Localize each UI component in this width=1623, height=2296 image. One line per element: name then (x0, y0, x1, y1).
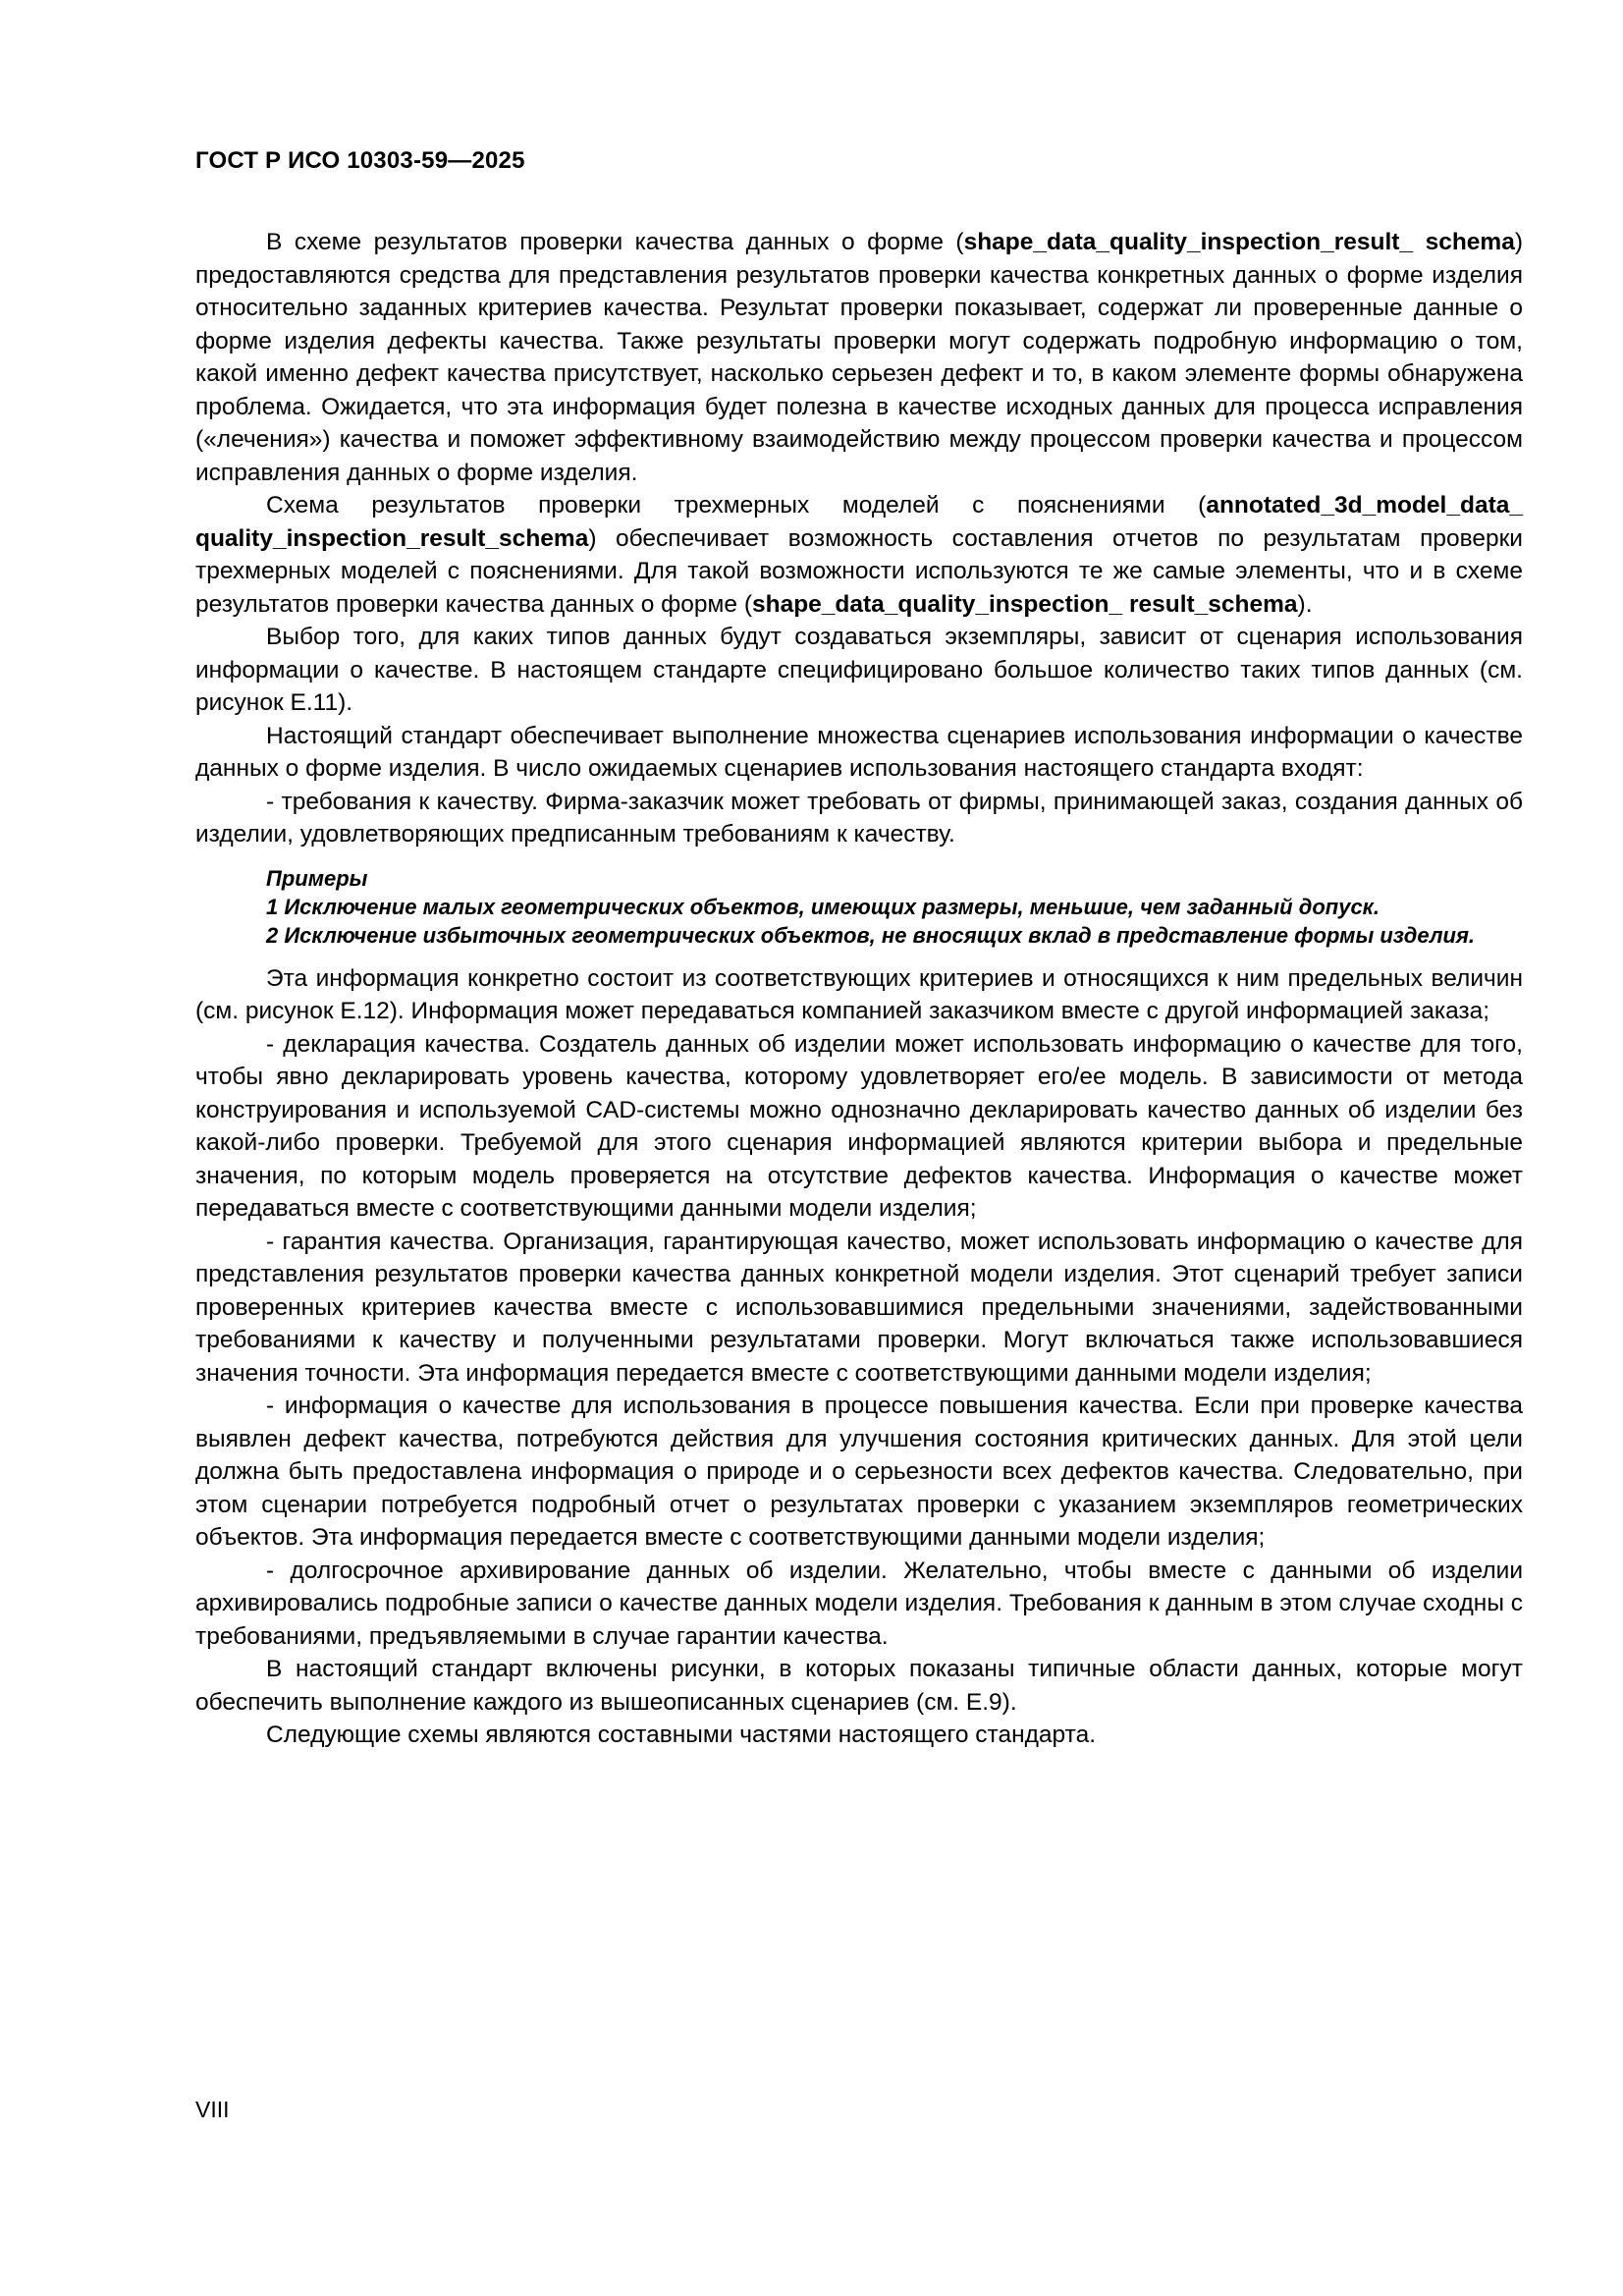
paragraph-10: - долгосрочное архивирование данных об изделии. Желательно, чтобы вместе с данными об изделии архивировались подробные записи о качестве данных модели изделия. Требования к данным в этом случае сходны с требованиями, предъявляемыми в случае гарантии качества. (195, 1557, 1523, 1650)
paragraph-2-text-2: ) обеспечивает возможность составления отчетов по результатам проверки трехмерных моделей с пояснениями. Для такой возможности используются те же самые элементы, что и в схеме результатов проверки качества данных о форме ( (195, 524, 1523, 618)
examples-block (195, 864, 1523, 950)
paragraph-2-text-3: ). (1297, 590, 1313, 618)
document-body (195, 226, 1523, 1752)
paragraph-6: Эта информация конкретно состоит из соответствующих критериев и относящихся к ним предельных величин (см. рисунок E.12). Информация может передаваться компанией заказчиком вместе с другой информацией заказа; (195, 964, 1523, 1024)
page-number: VIII (195, 2097, 230, 2122)
paragraph-2 (195, 489, 1523, 621)
paragraph-3 (195, 621, 1523, 720)
paragraph-5 (195, 786, 1523, 851)
paragraph-8: - гарантия качества. Организация, гарантирующая качество, может использовать информацию о качестве для представления результатов проверки качества данных конкретной модели изделия. Этот сценарий требует записи проверенных критериев качества вместе с использовавшимися предельными значениями, задействованными требованиями к качеству и полученными результатами проверки. Могут включаться также использовавшиеся значения точности. Эта информация передается вместе с соответствующими данными модели изделия; (195, 1228, 1523, 1387)
paragraph-4 (195, 720, 1523, 786)
paragraph-9: - информация о качестве для использования в процессе повышения качества. Если при проверке качества выявлен дефект качества, потребуются действия для улучшения состояния критических данных. Для этой цели должна быть предоставлена информация о природе и о серьезности всех дефектов качества. Следовательно, при этом сценарии потребуется подробный отчет о результатах проверки с указанием экземпляров геометрических объектов. Эта информация передается вместе с соответствующими данными модели изделия; (195, 1393, 1523, 1551)
paragraph-5-text: - требования к качеству. Фирма-заказчик может требовать от фирмы, принимающей заказ, создания данных об изделии, удовлетворяющих предписанным требованиям к качеству. (195, 788, 1523, 847)
paragraph-2-text-1: Схема результатов проверки трехмерных моделей с пояснениями ( (266, 492, 1207, 519)
paragraph-1-text-1: В схеме результатов проверки качества данных о форме ( (266, 229, 964, 255)
paragraph-11: В настоящий стандарт включены рисунки, в которых показаны типичные области данных, которые могут обеспечить выполнение каждого из вышеописанных сценариев (см. E.9). (195, 1656, 1523, 1716)
paragraph-12: Следующие схемы являются составными частями настоящего стандарта. (266, 1722, 1097, 1748)
schema-name-annotated-3d: annotated_3d_model_data_ quality_inspection_result_schema (195, 492, 1523, 552)
paragraph-4-text: Настоящий стандарт обеспечивает выполнение множества сценариев использования информации о качестве данных о форме изделия. В число ожидаемых сценариев использования настоящего стандарта входят: (195, 722, 1523, 782)
schema-name-shape-result: shape_data_quality_inspection_result_ schema (963, 229, 1515, 255)
paragraph-1-text-2: ) предоставляются средства для представления результатов проверки качества конкретных данных о форме изделия относительно заданных критериев качества. Результат проверки показывает, содержат ли проверенные данные о форме изделия дефекты качества. Также результаты проверки могут содержать подробную информацию о том, какой именно дефект качества присутствует, насколько серьезен дефект и то, в каком элементе формы обнаружена проблема. Ожидается, что эта информация будет полезна в качестве исходных данных для процесса исправления («лечения») качества и поможет эффективному взаимодействию между процессом проверки качества и процессом исправления данных о форме изделия. (195, 229, 1523, 486)
example-item-2: 2 Исключение избыточных геометрических объектов, не вносящих вклад в представление формы изделия. (266, 922, 1476, 948)
paragraph-3-text: Выбор того, для каких типов данных будут создаваться экземпляры, зависит от сценария использования информации о качестве. В настоящем стандарте специфицировано большое количество таких типов данных (см. рисунок E.11). (195, 624, 1523, 716)
document-header-code: ГОСТ Р ИСО 10303-59—2025 (195, 147, 525, 174)
schema-name-shape-result-2: shape_data_quality_inspection_ result_schema (751, 590, 1298, 618)
paragraph-1 (195, 226, 1523, 489)
example-item-1: 1 Исключение малых геометрических объектов, имеющих размеры, меньшие, чем заданный допуск. (266, 894, 1380, 919)
examples-heading: Примеры (266, 865, 368, 891)
paragraph-7: - декларация качества. Создатель данных об изделии может использовать информацию о качестве для того, чтобы явно декларировать уровень качества, которому удовлетворяет его/ее модель. В зависимости от метода конструирования и используемой CAD-системы можно однозначно декларировать качество данных об изделии без какой-либо проверки. Требуемой для этого сценария информацией являются критерии выбора и предельные значения, по которым модель проверяется на отсутствие дефектов качества. Информация о качестве может передаваться вместе с соответствующими данными модели изделия; (195, 1030, 1523, 1222)
